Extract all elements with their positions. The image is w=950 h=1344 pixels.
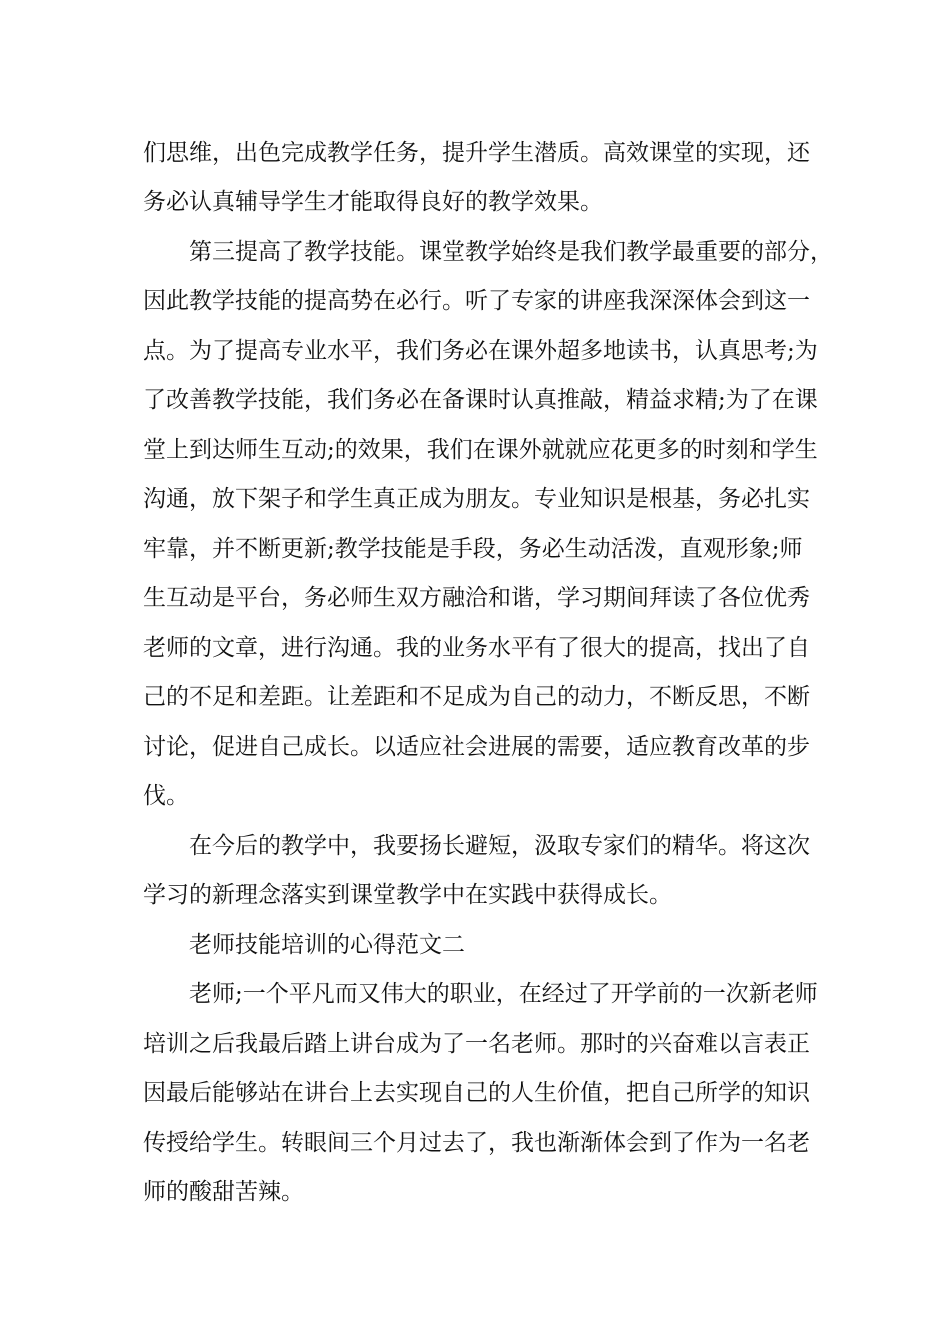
paragraph-line: 师的酸甜苦辣。 (143, 1179, 304, 1205)
paragraph-line: 老师的文章，进行沟通。我的业务水平有了很大的提高，找出了自 (143, 635, 810, 661)
paragraph-line: 因最后能够站在讲台上去实现自己的人生价值，把自己所学的知识 (143, 1080, 810, 1106)
paragraph-line: 沟通，放下架子和学生真正成为朋友。专业知识是根基，务必扎实 (143, 486, 810, 512)
paragraph-line: 培训之后我最后踏上讲台成为了一名老师。那时的兴奋难以言表正 (143, 1031, 810, 1057)
paragraph-line: 务必认真辅导学生才能取得良好的教学效果。 (143, 189, 603, 215)
paragraph-line: 堂上到达师生互动;的效果，我们在课外就就应花更多的时刻和学生 (143, 437, 818, 463)
paragraph-line: 了改善教学技能，我们务必在备课时认真推敲，精益求精;为了在课 (143, 387, 818, 413)
paragraph-line: 们思维，出色完成教学任务，提升学生潜质。高效课堂的实现，还 (143, 140, 810, 166)
paragraph-line: 讨论，促进自己成长。以适应社会进展的需要，适应教育改革的步 (143, 734, 810, 760)
paragraph-line: 传授给学生。转眼间三个月过去了，我也渐渐体会到了作为一名老 (143, 1130, 810, 1156)
paragraph-line: 伐。 (143, 783, 189, 809)
paragraph-line: 在今后的教学中，我要扬长避短，汲取专家们的精华。将这次 (189, 833, 810, 859)
paragraph-line: 己的不足和差距。让差距和不足成为自己的动力，不断反思，不断 (143, 684, 810, 710)
paragraph-line: 生互动是平台，务必师生双方融洽和谐，学习期间拜读了各位优秀 (143, 585, 810, 611)
paragraph-line: 第三提高了教学技能。课堂教学始终是我们教学最重要的部分， (189, 239, 833, 265)
section-title: 老师技能培训的心得范文二 (189, 932, 465, 958)
paragraph-line: 老师;一个平凡而又伟大的职业，在经过了开学前的一次新老师 (189, 981, 818, 1007)
paragraph-line: 学习的新理念落实到课堂教学中在实践中获得成长。 (143, 882, 672, 908)
paragraph-line: 牢靠，并不断更新;教学技能是手段，务必生动活泼，直观形象;师 (143, 536, 803, 562)
paragraph-line: 因此教学技能的提高势在必行。听了专家的讲座我深深体会到这一 (143, 288, 810, 314)
paragraph-line: 点。为了提高专业水平，我们务必在课外超多地读书，认真思考;为 (143, 338, 818, 364)
